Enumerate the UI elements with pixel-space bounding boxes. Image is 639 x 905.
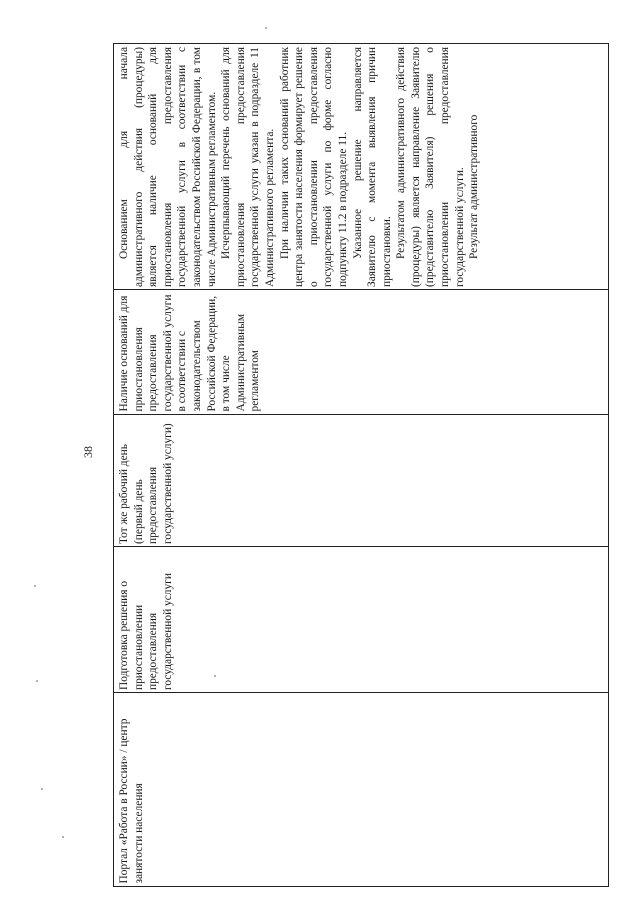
action-text: Подготовка решения о приостановлении предоставления государственной услуги (118, 572, 174, 690)
table-column-timing (114, 415, 608, 547)
description-paragraph: Результатом административного действия (процедуры) является направление Заявителю (представителю Заявителя) решения о приостановлении предоставления государственной услуги. (395, 46, 466, 287)
description-paragraph: Указанное решение направляется Заявителю с момента выявления причин приостановки. (351, 46, 393, 287)
table-column-place (114, 693, 608, 886)
grounds-cell (114, 290, 608, 415)
scan-speck (62, 836, 64, 838)
scan-speck (214, 675, 216, 677)
page-number: 38 (81, 446, 95, 458)
scan-speck (265, 27, 267, 29)
place-cell (114, 693, 608, 886)
place-text: Портал «Работа в России» / центр занятости населения (118, 718, 145, 883)
scan-speck (34, 585, 36, 587)
description-paragraph: Основанием для начала административного действия (процедуры) является наличие оснований для приостановления предоставления государственной услуги в соответствии с законодательством Российской Федерации, в том числе Административным регламентом. (118, 46, 218, 287)
description-paragraph: Исчерпывающий перечень оснований для приостановления предоставления государственной услуги указан в подразделе 11 Административного регламента. (220, 46, 276, 287)
description-paragraph: Результат административного (468, 114, 481, 259)
scan-speck (36, 680, 38, 682)
grounds-text: Наличие оснований для приостановления предоставления государственной услуги в соответствии с законодательством Российской Федерации, в том числе Административным регламентом (118, 294, 262, 412)
table-column-description (114, 44, 608, 290)
action-cell (114, 547, 608, 693)
timing-text: Тот же рабочий день (первый день предоставления государственной услуги) (118, 422, 174, 544)
description-cell (114, 44, 608, 290)
table-column-grounds (114, 290, 608, 415)
timing-cell (114, 415, 608, 547)
procedure-table (113, 43, 609, 887)
table-column-action (114, 547, 608, 693)
scan-speck (41, 788, 43, 790)
description-paragraph: При наличии таких оснований работник центра занятости населения формирует решение о приостановлении предоставления государственной услуги по форме согласно подпункту 11.2 в подразделе 11. (278, 46, 349, 287)
